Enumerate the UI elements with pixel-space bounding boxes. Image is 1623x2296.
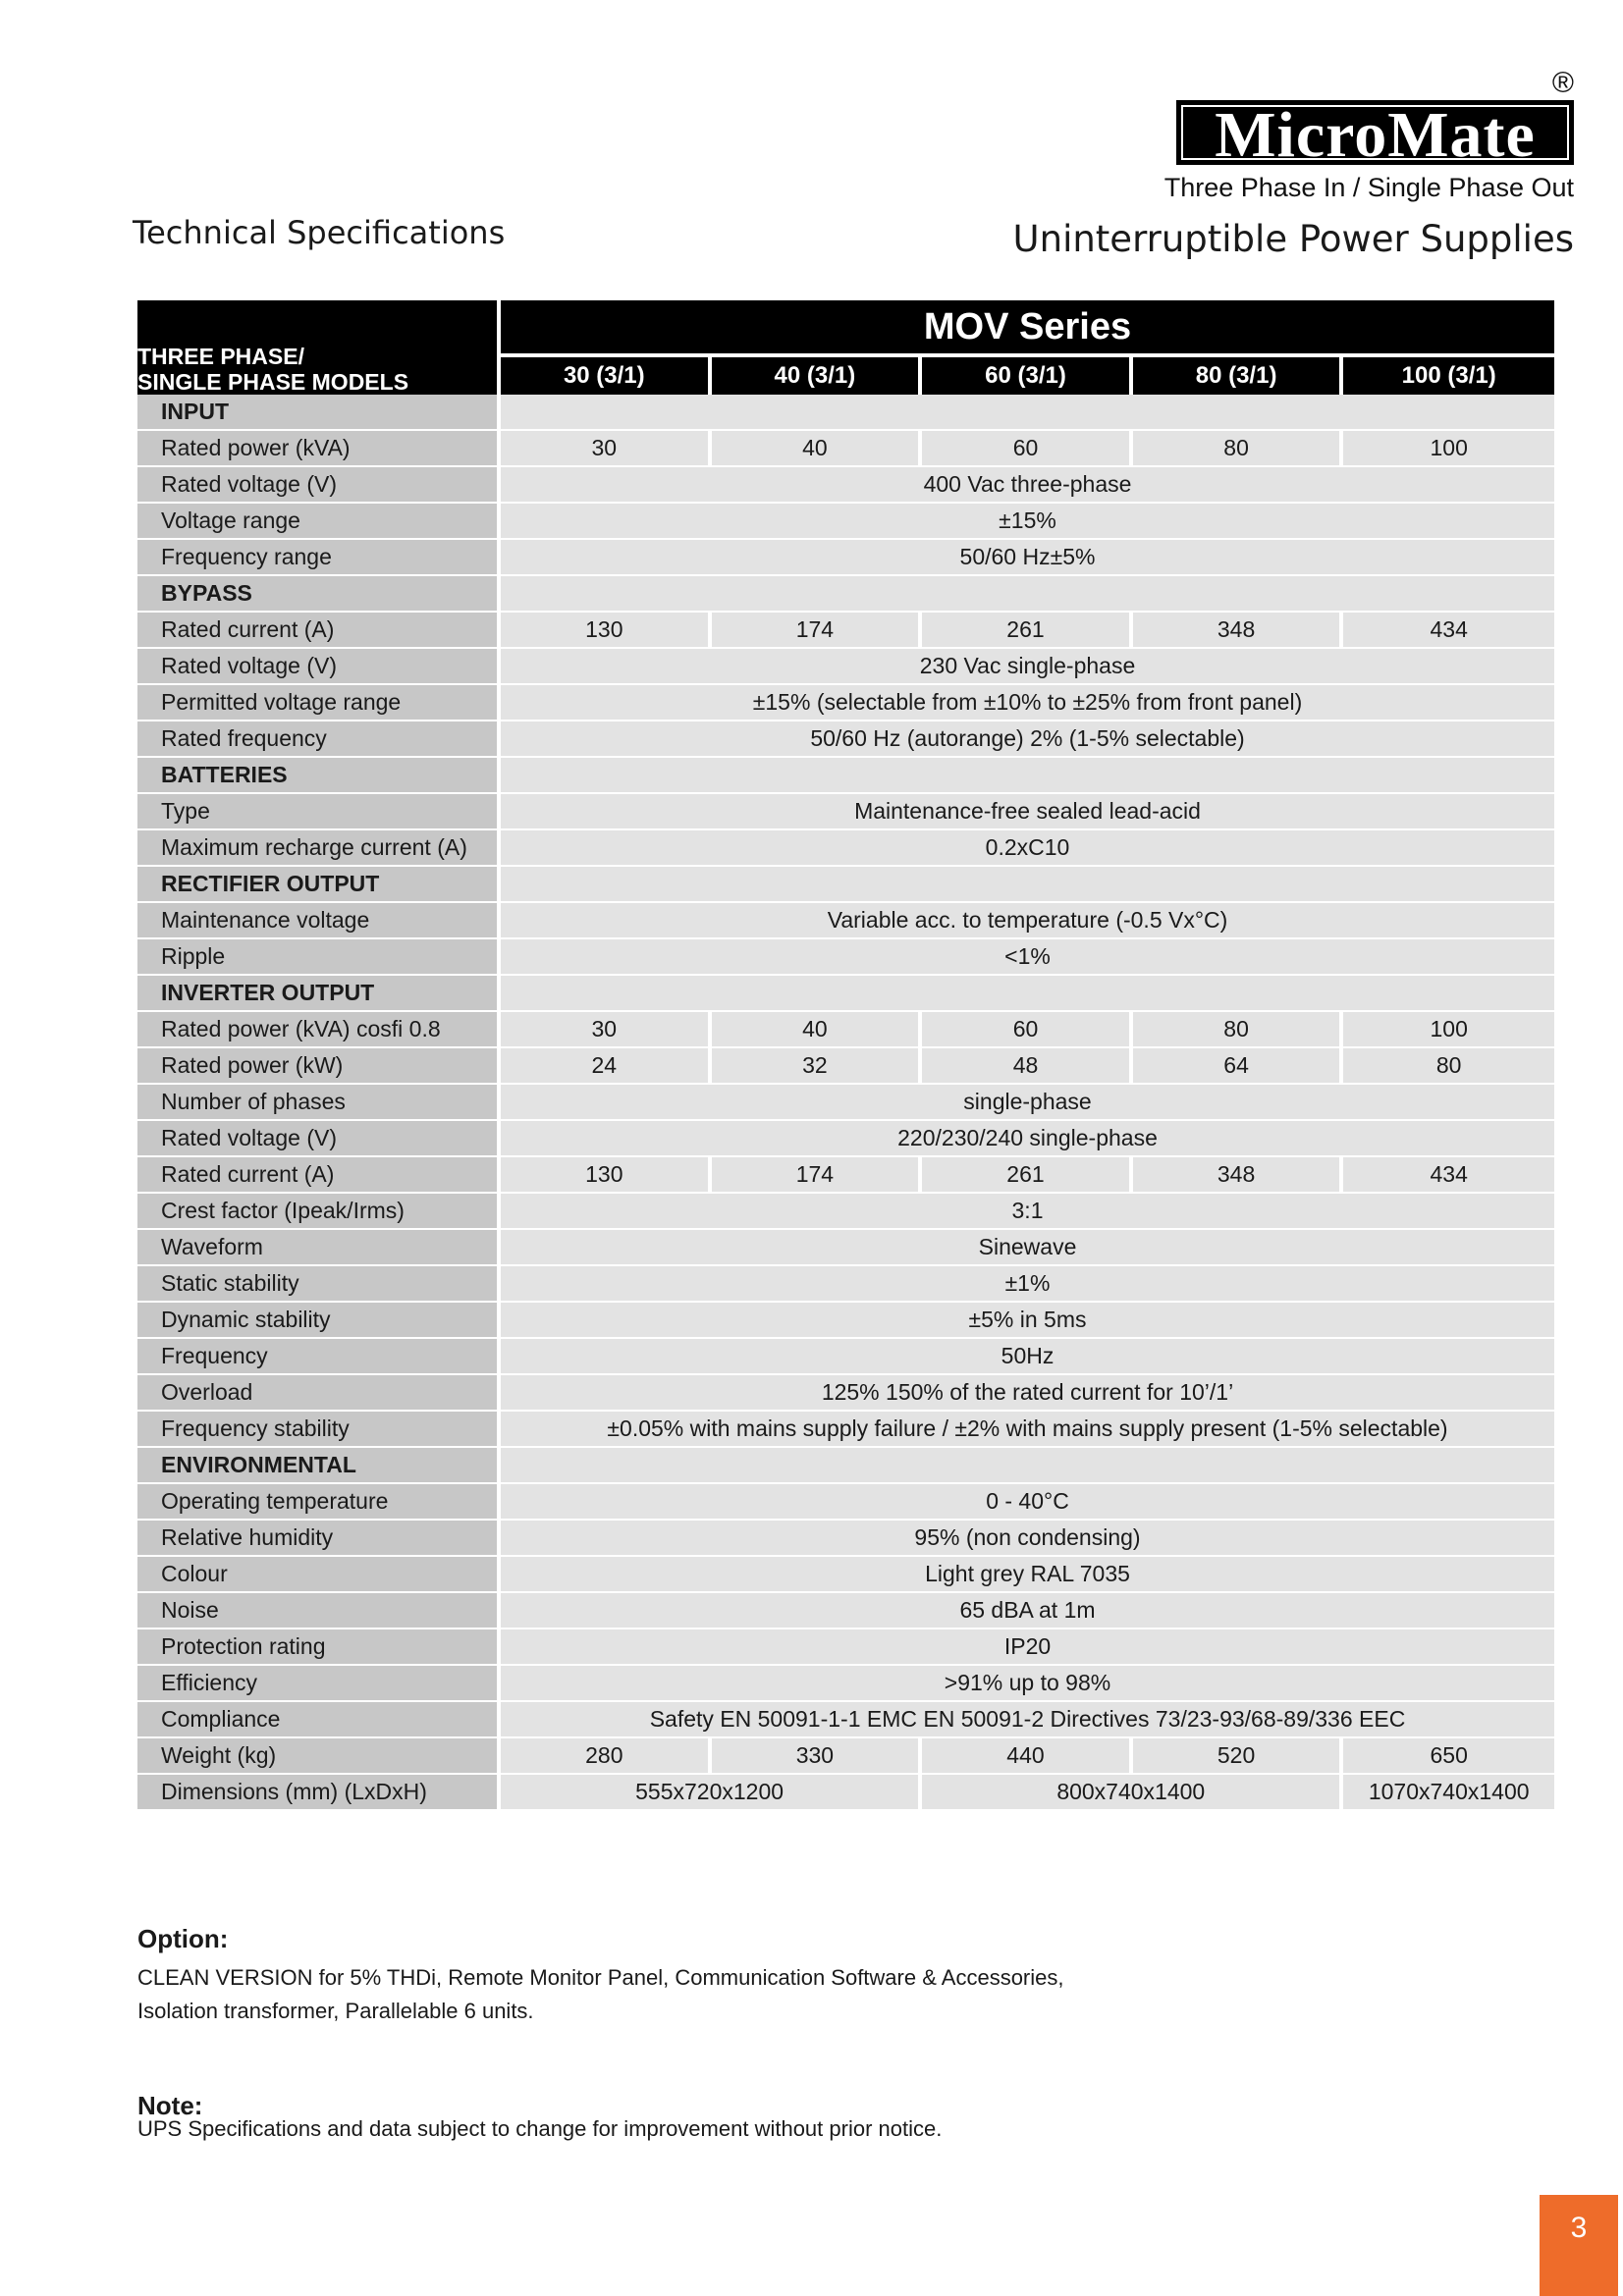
- spec-value: Safety EN 50091-1-1 EMC EN 50091-2 Directives 73/23-93/68-89/336 EEC: [501, 1702, 1554, 1738]
- spec-label: Ripple: [137, 939, 501, 976]
- spec-value: 130: [501, 1157, 712, 1194]
- spec-value: 348: [1133, 613, 1344, 649]
- table-row: [137, 649, 1554, 685]
- spec-value: 434: [1343, 613, 1554, 649]
- spec-value: 80: [1343, 1048, 1554, 1085]
- section-heading: INPUT: [137, 395, 501, 431]
- series-header: MOV Series: [501, 300, 1554, 357]
- spec-value: 80: [1133, 431, 1344, 467]
- table-row: [137, 1557, 1554, 1593]
- brand-logo-text: MicroMate: [1176, 100, 1574, 165]
- spec-label: Crest factor (Ipeak/Irms): [137, 1194, 501, 1230]
- spec-value: 555x720x1200: [501, 1775, 922, 1811]
- page-number: 3: [1540, 2195, 1618, 2296]
- spec-table-body: [137, 395, 1554, 1811]
- table-row: [137, 1702, 1554, 1738]
- section-row: [137, 576, 1554, 613]
- spec-value: 0.2xC10: [501, 830, 1554, 867]
- model-header: 40 (3/1): [712, 357, 923, 395]
- table-row: [137, 1303, 1554, 1339]
- spec-value: 330: [712, 1738, 923, 1775]
- spec-label: Rated power (kVA) cosfi 0.8: [137, 1012, 501, 1048]
- spec-value: 30: [501, 1012, 712, 1048]
- spec-value: Variable acc. to temperature (-0.5 Vx°C): [501, 903, 1554, 939]
- spec-value: 64: [1133, 1048, 1344, 1085]
- document-subtitle: Uninterruptible Power Supplies: [1012, 218, 1574, 260]
- section-row: [137, 867, 1554, 903]
- table-row: [137, 1048, 1554, 1085]
- spec-table: [137, 300, 1554, 1811]
- table-row: [137, 685, 1554, 721]
- section-heading: ENVIRONMENTAL: [137, 1448, 501, 1484]
- table-row: [137, 1412, 1554, 1448]
- model-header: 60 (3/1): [922, 357, 1133, 395]
- table-row: [137, 540, 1554, 576]
- spec-label: Overload: [137, 1375, 501, 1412]
- spec-label: Rated frequency: [137, 721, 501, 758]
- spec-value: ±5% in 5ms: [501, 1303, 1554, 1339]
- spec-value: 60: [922, 431, 1133, 467]
- table-row: [137, 939, 1554, 976]
- spec-value: ±1%: [501, 1266, 1554, 1303]
- model-header: 80 (3/1): [1133, 357, 1344, 395]
- table-row: [137, 1085, 1554, 1121]
- spec-value: ±15%: [501, 504, 1554, 540]
- section-row: [137, 395, 1554, 431]
- spec-label: Rated power (kW): [137, 1048, 501, 1085]
- table-row: [137, 1484, 1554, 1521]
- spec-label: Number of phases: [137, 1085, 501, 1121]
- table-row: [137, 1521, 1554, 1557]
- spec-value: ±0.05% with mains supply failure / ±2% with mains supply present (1-5% selectable): [501, 1412, 1554, 1448]
- model-header: 30 (3/1): [501, 357, 712, 395]
- spec-label: Colour: [137, 1557, 501, 1593]
- table-row: [137, 1121, 1554, 1157]
- spec-label: Permitted voltage range: [137, 685, 501, 721]
- option-line: Isolation transformer, Parallelable 6 units.: [137, 1999, 534, 2023]
- table-row: [137, 1339, 1554, 1375]
- section-heading: BYPASS: [137, 576, 501, 613]
- table-row: [137, 721, 1554, 758]
- spec-value: 40: [712, 1012, 923, 1048]
- section-fill: [501, 1448, 1554, 1484]
- section-row: [137, 758, 1554, 794]
- table-row: [137, 504, 1554, 540]
- spec-label: Frequency stability: [137, 1412, 501, 1448]
- section-fill: [501, 867, 1554, 903]
- section-row: [137, 976, 1554, 1012]
- spec-value: 261: [922, 1157, 1133, 1194]
- table-row: [137, 1593, 1554, 1629]
- section-fill: [501, 758, 1554, 794]
- table-row: [137, 1194, 1554, 1230]
- section-heading: RECTIFIER OUTPUT: [137, 867, 501, 903]
- table-row: [137, 1629, 1554, 1666]
- spec-value: 348: [1133, 1157, 1344, 1194]
- spec-value: ±15% (selectable from ±10% to ±25% from front panel): [501, 685, 1554, 721]
- spec-label: Rated current (A): [137, 613, 501, 649]
- spec-value: 65 dBA at 1m: [501, 1593, 1554, 1629]
- spec-value: 50/60 Hz (autorange) 2% (1-5% selectable): [501, 721, 1554, 758]
- table-row: [137, 1157, 1554, 1194]
- section-heading: INVERTER OUTPUT: [137, 976, 501, 1012]
- tagline: Three Phase In / Single Phase Out: [1163, 173, 1574, 202]
- spec-value: 400 Vac three-phase: [501, 467, 1554, 504]
- table-row: [137, 613, 1554, 649]
- spec-value: >91% up to 98%: [501, 1666, 1554, 1702]
- spec-value: 60: [922, 1012, 1133, 1048]
- section-fill: [501, 976, 1554, 1012]
- table-row: [137, 1375, 1554, 1412]
- model-header: 100 (3/1): [1343, 357, 1554, 395]
- spec-value: 80: [1133, 1012, 1344, 1048]
- spec-label: Waveform: [137, 1230, 501, 1266]
- spec-value: 800x740x1400: [922, 1775, 1343, 1811]
- spec-label: Maintenance voltage: [137, 903, 501, 939]
- spec-value: Sinewave: [501, 1230, 1554, 1266]
- option-text: [137, 1961, 1217, 2028]
- spec-value: 40: [712, 431, 923, 467]
- spec-value: 50/60 Hz±5%: [501, 540, 1554, 576]
- spec-value: 174: [712, 613, 923, 649]
- table-row: [137, 1775, 1554, 1811]
- spec-value: 24: [501, 1048, 712, 1085]
- spec-label: Rated current (A): [137, 1157, 501, 1194]
- table-row: [137, 1230, 1554, 1266]
- spec-label: Dimensions (mm) (LxDxH): [137, 1775, 501, 1811]
- section-fill: [501, 395, 1554, 431]
- table-row: [137, 1266, 1554, 1303]
- table-row: [137, 431, 1554, 467]
- table-row: [137, 903, 1554, 939]
- spec-value: 32: [712, 1048, 923, 1085]
- spec-label: Compliance: [137, 1702, 501, 1738]
- spec-label: Frequency: [137, 1339, 501, 1375]
- spec-value: Maintenance-free sealed lead-acid: [501, 794, 1554, 830]
- spec-value: <1%: [501, 939, 1554, 976]
- note-text: UPS Specifications and data subject to change for improvement without prior notice.: [137, 2116, 943, 2141]
- table-row: [137, 1666, 1554, 1702]
- spec-label: Weight (kg): [137, 1738, 501, 1775]
- models-header-line2: SINGLE PHASE MODELS: [137, 369, 409, 395]
- spec-label: Protection rating: [137, 1629, 501, 1666]
- spec-label: Rated power (kVA): [137, 431, 501, 467]
- spec-value: 100: [1343, 431, 1554, 467]
- spec-label: Rated voltage (V): [137, 467, 501, 504]
- table-row: [137, 1012, 1554, 1048]
- spec-label: Dynamic stability: [137, 1303, 501, 1339]
- spec-value: 48: [922, 1048, 1133, 1085]
- note-title: Note:: [137, 2091, 203, 2120]
- spec-label: Efficiency: [137, 1666, 501, 1702]
- spec-label: Type: [137, 794, 501, 830]
- spec-value: 434: [1343, 1157, 1554, 1194]
- spec-label: Noise: [137, 1593, 501, 1629]
- spec-value: 261: [922, 613, 1133, 649]
- spec-label: Rated voltage (V): [137, 1121, 501, 1157]
- spec-value: 125% 150% of the rated current for 10’/1’: [501, 1375, 1554, 1412]
- spec-value: 0 - 40°C: [501, 1484, 1554, 1521]
- spec-value: 520: [1133, 1738, 1344, 1775]
- spec-value: 50Hz: [501, 1339, 1554, 1375]
- spec-label: Relative humidity: [137, 1521, 501, 1557]
- spec-value: single-phase: [501, 1085, 1554, 1121]
- spec-value: 130: [501, 613, 712, 649]
- spec-label: Operating temperature: [137, 1484, 501, 1521]
- table-row: [137, 794, 1554, 830]
- spec-label: Rated voltage (V): [137, 649, 501, 685]
- section-heading: BATTERIES: [137, 758, 501, 794]
- spec-value: 30: [501, 431, 712, 467]
- table-row: [137, 1738, 1554, 1775]
- table-row: [137, 467, 1554, 504]
- spec-value: 95% (non condensing): [501, 1521, 1554, 1557]
- spec-value: IP20: [501, 1629, 1554, 1666]
- option-title: Option:: [137, 1924, 229, 1953]
- spec-value: 3:1: [501, 1194, 1554, 1230]
- document-title: Technical Specifications: [133, 214, 506, 251]
- models-header-line1: THREE PHASE/: [137, 344, 304, 369]
- spec-value: Light grey RAL 7035: [501, 1557, 1554, 1593]
- section-row: [137, 1448, 1554, 1484]
- spec-label: Maximum recharge current (A): [137, 830, 501, 867]
- spec-value: 174: [712, 1157, 923, 1194]
- spec-value: 220/230/240 single-phase: [501, 1121, 1554, 1157]
- spec-value: 1070x740x1400: [1343, 1775, 1554, 1811]
- spec-label: Static stability: [137, 1266, 501, 1303]
- section-fill: [501, 576, 1554, 613]
- spec-value: 440: [922, 1738, 1133, 1775]
- table-row: [137, 830, 1554, 867]
- spec-value: 280: [501, 1738, 712, 1775]
- spec-label: Frequency range: [137, 540, 501, 576]
- registered-mark: ®: [1551, 67, 1574, 99]
- models-header: [137, 300, 501, 395]
- spec-label: Voltage range: [137, 504, 501, 540]
- spec-value: 230 Vac single-phase: [501, 649, 1554, 685]
- option-line: CLEAN VERSION for 5% THDi, Remote Monitor Panel, Communication Software & Accessories,: [137, 1965, 1064, 1990]
- spec-value: 100: [1343, 1012, 1554, 1048]
- spec-value: 650: [1343, 1738, 1554, 1775]
